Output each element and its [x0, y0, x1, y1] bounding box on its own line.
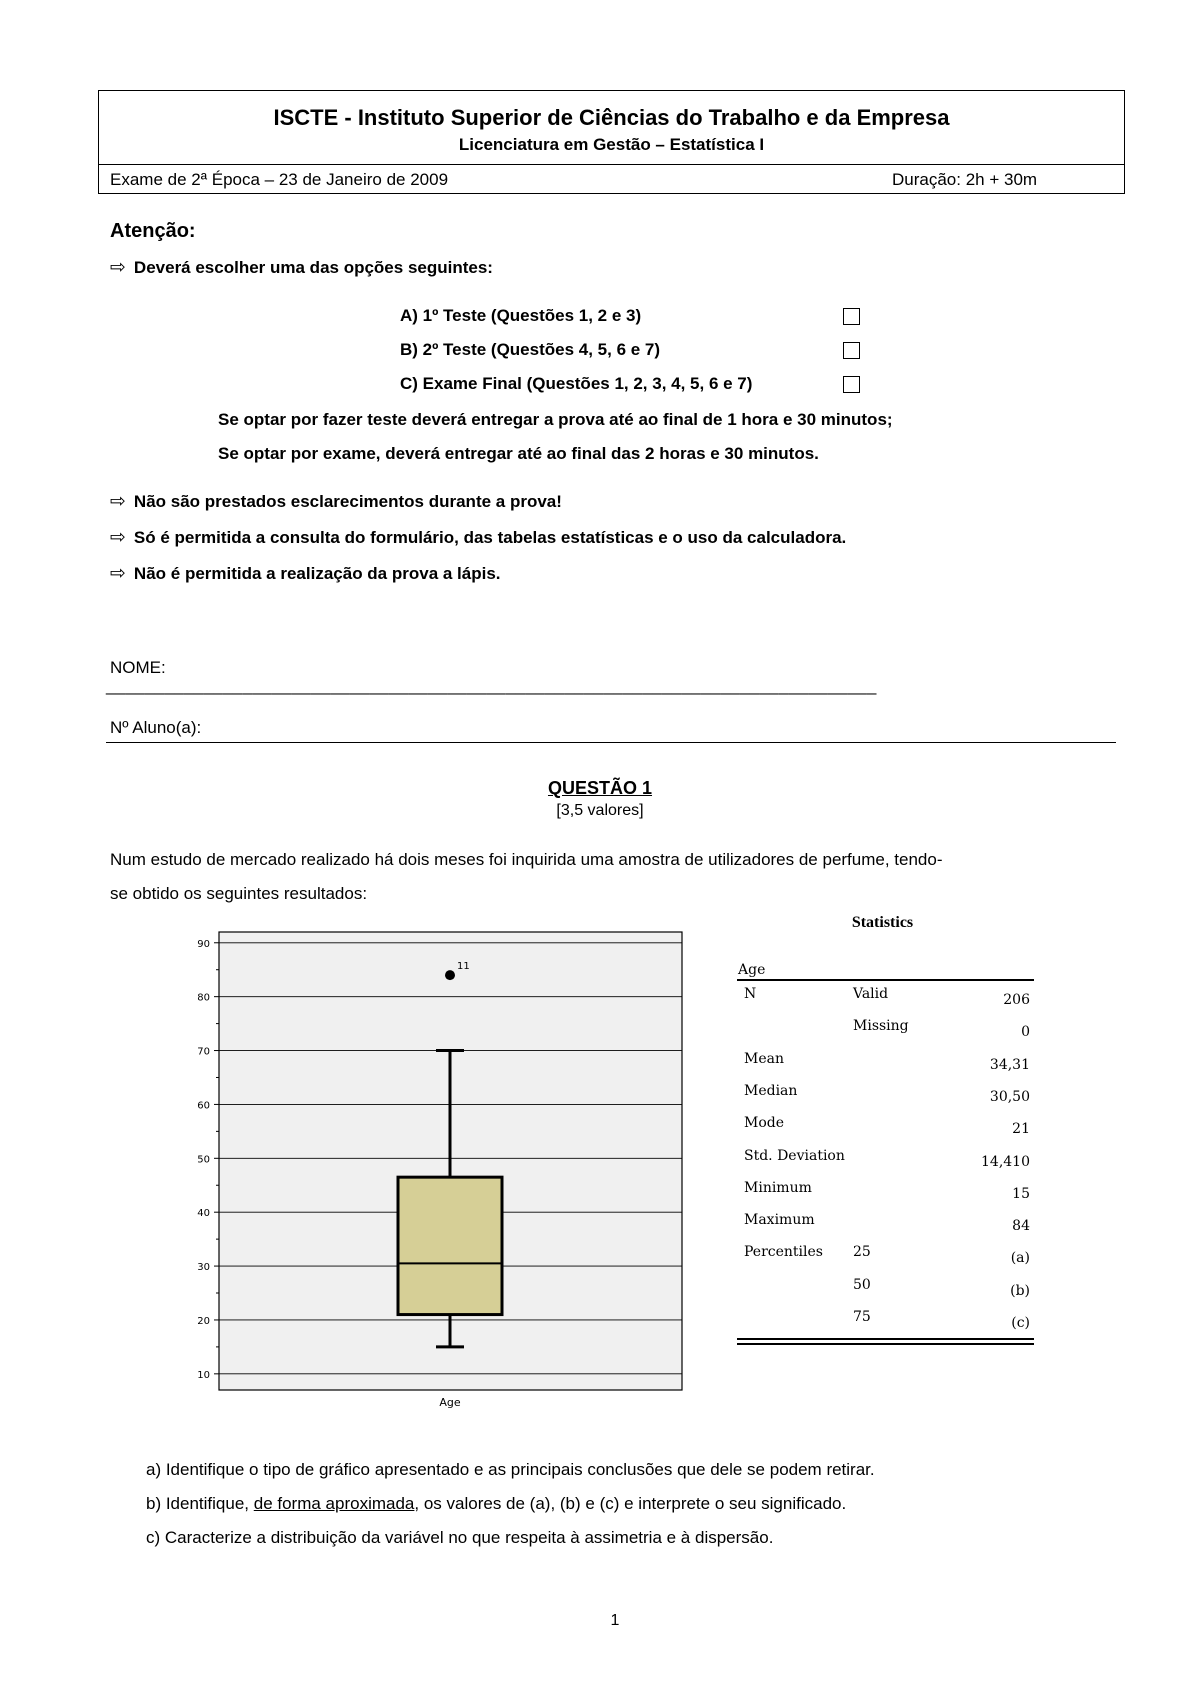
rule-no-clarifications: ⇨ Não são prestados esclarecimentos durante a prova! [110, 491, 562, 512]
stat-row-sublabel: Valid [853, 986, 889, 1002]
option-b-checkbox[interactable] [843, 342, 860, 359]
stat-row-label: Mode [744, 1115, 785, 1132]
exam-deadline-note: Se optar por exame, deverá entregar até ao final das 2 horas e 30 minutos. [218, 444, 819, 463]
table-bottom-rule-1 [737, 1338, 1034, 1340]
test-deadline-note: Se optar por fazer teste deverá entregar a prova até ao final de 1 hora e 30 minutos; [218, 410, 893, 429]
stat-row-label: Maximum [744, 1212, 815, 1229]
outlier-label: 11 [457, 961, 470, 973]
arrow-right-icon: ⇨ [110, 257, 126, 278]
question-intro-line-1: Num estudo de mercado realizado há dois meses foi inquirida uma amostra de utilizadores de perfume, tendo- [110, 850, 943, 869]
stat-row-value: 206 [1003, 992, 1030, 1008]
table-bottom-rule-2 [737, 1343, 1034, 1345]
stat-row-sublabel: Missing [853, 1018, 909, 1035]
question-intro-line-2: se obtido os seguintes resultados: [110, 884, 368, 903]
option-b-label: B) 2º Teste (Questões 4, 5, 6 e 7) [400, 340, 661, 359]
y-tick-label: 10 [197, 1369, 210, 1381]
y-tick-label: 60 [197, 1100, 210, 1112]
stat-row-value: (b) [1010, 1282, 1030, 1299]
stat-row-sublabel: 25 [853, 1244, 871, 1261]
y-tick-label: 50 [197, 1154, 210, 1166]
rule-allowed-materials: ⇨ Só é permitida a consulta do formulário, das tabelas estatísticas e o uso da calculadora. [110, 527, 847, 548]
stat-row-value: 15 [1012, 1185, 1030, 1202]
iqr-box [398, 1177, 502, 1314]
stat-row-label: Minimum [744, 1179, 812, 1196]
outlier-point [445, 970, 455, 980]
stat-row-label: N [744, 986, 757, 1002]
stat-row-value: (a) [1010, 1250, 1030, 1267]
arrow-right-icon: ⇨ [110, 491, 126, 512]
stat-row-value: 21 [1012, 1121, 1030, 1138]
option-c-checkbox[interactable] [843, 376, 860, 393]
page-number: 1 [610, 1612, 620, 1629]
question-item-a: a) Identifique o tipo de gráfico apresentado e as principais conclusões que dele se podem retirar. [146, 1460, 875, 1479]
institution-title: ISCTE - Instituto Superior de Ciências do Trabalho e da Empresa [273, 105, 950, 130]
exam-duration: Duração: 2h + 30m [892, 170, 1038, 189]
stat-row-value: 34,31 [989, 1056, 1030, 1073]
choose-instruction: ⇨ Deverá escolher uma das opções seguintes: [110, 257, 493, 278]
stat-row-value: 84 [1012, 1218, 1030, 1235]
question-item-c: c) Caracterize a distribuição da variável no que respeita à assimetria e à dispersão. [146, 1528, 774, 1547]
rule-no-pencil: ⇨ Não é permitida a realização da prova a lápis. [110, 563, 501, 584]
question-item-b: b) Identifique, de forma aproximada, os valores de (a), (b) e (c) e interprete o seu significado. [146, 1494, 847, 1513]
stat-row-sublabel: 50 [853, 1276, 871, 1293]
stat-row-value: (c) [1011, 1315, 1030, 1331]
age-boxplot [180, 920, 690, 1410]
y-tick-label: 80 [197, 992, 210, 1004]
stat-row-label: Mean [744, 1050, 784, 1067]
stat-row-label: Percentiles [744, 1244, 823, 1261]
table-top-rule [737, 979, 1034, 981]
stat-row-value: 0 [1021, 1024, 1030, 1041]
stat-row-label: Median [744, 1082, 798, 1099]
option-c-label: C) Exame Final (Questões 1, 2, 3, 4, 5, 6 e 7) [400, 374, 753, 393]
statistics-variable: Age [738, 962, 766, 978]
arrow-right-icon: ⇨ [110, 563, 126, 584]
header-divider [99, 164, 1124, 165]
y-tick-label: 20 [197, 1315, 210, 1327]
y-tick-label: 90 [197, 938, 210, 950]
question-points: [3,5 valores] [556, 802, 644, 819]
y-tick-label: 40 [197, 1208, 210, 1220]
y-tick-label: 30 [197, 1262, 210, 1274]
student-number-label: Nº Aluno(a): [110, 718, 202, 737]
stat-row-value: 14,410 [981, 1153, 1030, 1170]
stat-row-value: 30,50 [989, 1088, 1030, 1105]
statistics-title: Statistics [851, 914, 914, 931]
exam-date: Exame de 2ª Época – 23 de Janeiro de 2009 [110, 170, 449, 189]
name-label: NOME: [110, 658, 166, 677]
course-subtitle: Licenciatura em Gestão – Estatística I [458, 135, 765, 154]
attention-heading: Atenção: [110, 220, 196, 242]
option-a-label: A) 1º Teste (Questões 1, 2 e 3) [400, 306, 642, 325]
y-tick-label: 70 [197, 1046, 210, 1058]
question-title: QUESTÃO 1 [547, 778, 653, 798]
name-input-line[interactable]: _______________________________________________________________________________ [106, 676, 877, 695]
stat-row-sublabel: 75 [853, 1309, 871, 1325]
stat-row-label: Std. Deviation [744, 1147, 845, 1164]
student-number-line[interactable] [106, 742, 1116, 743]
option-a-checkbox[interactable] [843, 308, 860, 325]
arrow-right-icon: ⇨ [110, 527, 126, 548]
underlined-phrase: de forma aproximada [253, 1494, 415, 1513]
x-axis-label: Age [439, 1396, 461, 1409]
